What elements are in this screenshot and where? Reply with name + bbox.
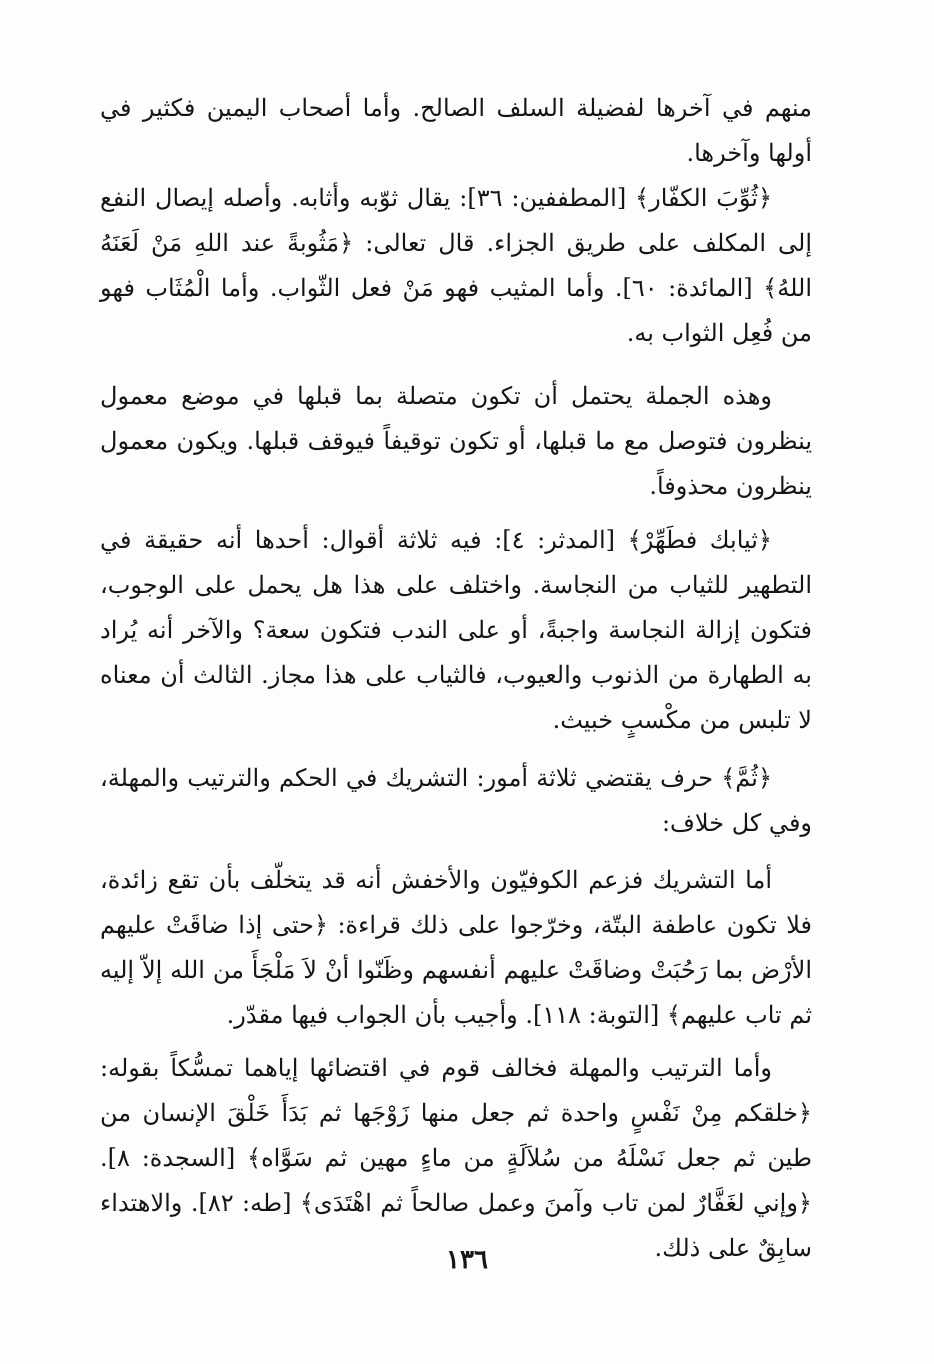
paragraph-1: منهم في آخرها لفضيلة السلف الصالح. وأما أصحاب اليمين فكثير في أولها وآخرها. <box>100 94 813 167</box>
paragraph-3: وهذه الجملة يحتمل أن تكون متصلة بما قبلها في موضع معمول ينظرون فتوصل مع ما قبلها، أو تكون توقيفاً فيوقف قبلها. ويكون معمول ينظرون محذوفاً. <box>100 382 812 500</box>
paragraph-5: ﴿ثُمَّ﴾ حرف يقتضي ثلاثة أمور: التشريك في الحكم والترتيب والمهلة، وفي كل خلاف: <box>100 764 812 837</box>
page-number: ١٣٦ <box>446 1245 488 1275</box>
paragraph-6: أما التشريك فزعم الكوفيّون والأخفش أنه قد يتخلّف بأن تقع زائدة، فلا تكون عاطفة البتّة، وخرّجوا على ذلك قراءة: ﴿حتى إذا ضاقَتْ عليهم الأرْض بما رَحُبَتْ وضاقَتْ عليهم أنفسهم وظَنّوا أنْ لاَ مَلْجَأَ من الله إلاّ إليه ثم تاب عليهم﴾ [التوبة: ١١٨]. وأجيب بأن الجواب فيها مقدّر. <box>100 866 812 1029</box>
paragraph-7: وأما الترتيب والمهلة فخالف قوم في اقتضائها إياهما تمسُّكاً بقوله: ﴿خلقكم مِنْ نَفْسٍ واحدة ثم جعل منها زَوْجَها ثم بَدَأَ خَلْقَ الإنسان من طين ثم جعل نَسْلَهُ من سُلاَلَةٍ من ماءٍ مهين ثم سَوَّاه﴾ [السجدة: ٨]. ﴿وإني لغَفَّارٌ لمن تاب وآمنَ وعمل صالحاً ثم اهْتَدَى﴾ [طه: ٨٢]. والاهتداء سابِقٌ على ذلك. <box>100 1054 812 1262</box>
paragraph-2: ﴿ثُوِّبَ الكفّار﴾ [المطففين: ٣٦]: يقال ثوّبه وأثابه. وأصله إيصال النفع إلى المكلف على طريق الجزاء. قال تعالى: ﴿مَثُوبةً عند اللهِ مَنْ لَعَنَهُ اللهُ﴾ [المائدة: ٦٠]. وأما المثيب فهو مَنْ فعل الثّواب. وأما الْمُثَاب فهو من فُعِل الثواب به. <box>100 184 812 347</box>
paragraph-4: ﴿ثيابك فطَهِّرْ﴾ [المدثر: ٤]: فيه ثلاثة أقوال: أحدها أنه حقيقة في التطهير للثياب من النجاسة. واختلف على هذا هل يحمل على الوجوب، فتكون إزالة النجاسة واجبةً، أو على الندب فتكون سعة؟ والآخر أنه يُراد به الطهارة من الذنوب والعيوب، فالثياب على هذا مجاز. الثالث أن معناه لا تلبس من مكْسبٍ خبيث. <box>100 526 812 734</box>
